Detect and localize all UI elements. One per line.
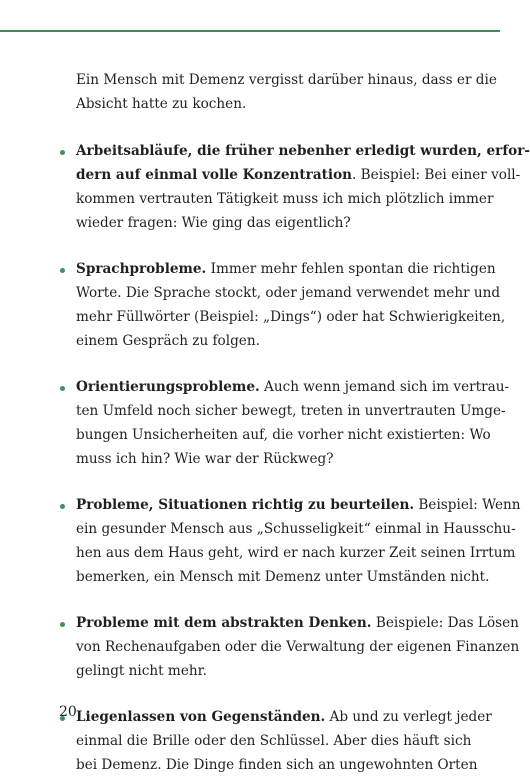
bullet-lead-text: Arbeitsabläufe, die früher nebenher erledigt wurden, erfor-	[76, 143, 530, 159]
bullet-item	[76, 705, 492, 777]
bullet-body-text: hen aus dem Haus geht, wird er nach kurzer Zeit seinen Irrtum	[76, 545, 516, 561]
intro-line: Absicht hatte zu kochen.	[76, 96, 247, 112]
bullet-body-text: bemerken, ein Mensch mit Demenz unter Umständen nicht.	[76, 569, 490, 585]
bullet-line	[76, 375, 510, 399]
bullet-body-text: Beispiel: Wenn	[414, 497, 521, 513]
bullet-line	[76, 705, 492, 729]
bullet-body-text: kommen vertrauten Tätigkeit muss ich mich plötzlich immer	[76, 191, 494, 207]
bullet-body-text: Ab und zu verlegt jeder	[325, 709, 492, 725]
bullet-item	[76, 375, 510, 471]
bullet-dot-icon	[60, 386, 65, 391]
bullet-line	[76, 541, 516, 565]
bullet-line	[76, 493, 521, 517]
intro-line: Ein Mensch mit Demenz vergisst darüber hinaus, dass er die	[76, 72, 497, 88]
bullet-body-text: mehr Füllwörter (Beispiel: „Dings“) oder hat Schwierigkeiten,	[76, 309, 506, 325]
bullet-line	[76, 753, 478, 777]
bullet-item	[76, 257, 506, 353]
bullet-lead-text: Liegenlassen von Gegenständen.	[76, 709, 326, 725]
page-number: 20	[59, 704, 77, 720]
bullet-line	[76, 565, 490, 589]
bullet-dot-icon	[60, 504, 65, 509]
page-body	[76, 68, 530, 777]
bullet-body-text: . Beispiel: Bei einer voll-	[352, 167, 521, 183]
bullet-line	[76, 257, 496, 281]
bullet-line	[76, 329, 436, 353]
bullet-item	[76, 611, 520, 683]
bullet-line	[76, 163, 521, 187]
bullet-line	[76, 447, 436, 471]
bullet-line	[76, 211, 436, 235]
bullet-lead-text: Orientierungsprobleme.	[76, 379, 260, 395]
bullet-line	[76, 659, 436, 683]
bullet-lead-text: dern auf einmal volle Konzentration	[76, 167, 353, 183]
bullet-line	[76, 729, 472, 753]
bullet-body-text: einem Gespräch zu folgen.	[76, 333, 260, 349]
bullet-body-text: muss ich hin? Wie war der Rückweg?	[76, 451, 334, 467]
intro-paragraph	[76, 68, 497, 116]
bullet-item	[76, 493, 521, 589]
bullet-body-text: wieder fragen: Wie ging das eigentlich?	[76, 215, 351, 231]
bullet-line	[76, 611, 519, 635]
bullet-line	[76, 423, 491, 447]
bullet-body-text: bungen Unsicherheiten auf, die vorher nicht existierten: Wo	[76, 427, 491, 443]
bullet-line	[76, 139, 530, 163]
bullet-lead-text: Probleme, Situationen richtig zu beurteilen.	[76, 497, 415, 513]
bullet-dot-icon	[60, 268, 65, 273]
bullet-item	[76, 139, 530, 235]
bullet-lead-text: Probleme mit dem abstrakten Denken.	[76, 615, 372, 631]
bullet-line	[76, 517, 516, 541]
bullet-line	[76, 635, 520, 659]
bullet-body-text: ten Umfeld noch sicher bewegt, treten in unvertrauten Umge-	[76, 403, 506, 419]
symptom-list	[76, 139, 530, 777]
bullet-body-text: ein gesunder Mensch aus „Schusseligkeit“ einmal in Hausschu-	[76, 521, 516, 537]
bullet-body-text: Beispiele: Das Lösen	[371, 615, 519, 631]
header-rule	[0, 30, 500, 32]
bullet-line	[76, 281, 501, 305]
bullet-body-text: bei Demenz. Die Dinge finden sich an ungewohnten Orten	[76, 757, 478, 773]
bullet-line	[76, 399, 506, 423]
bullet-body-text: von Rechenaufgaben oder die Verwaltung der eigenen Finanzen	[76, 639, 520, 655]
bullet-body-text: Immer mehr fehlen spontan die richtigen	[206, 261, 496, 277]
bullet-dot-icon	[60, 150, 65, 155]
bullet-dot-icon	[60, 622, 65, 627]
bullet-body-text: Auch wenn jemand sich im vertrau-	[259, 379, 510, 395]
bullet-body-text: gelingt nicht mehr.	[76, 663, 207, 679]
bullet-body-text: Worte. Die Sprache stockt, oder jemand verwendet mehr und	[76, 285, 501, 301]
bullet-lead-text: Sprachprobleme.	[76, 261, 207, 277]
bullet-line	[76, 187, 494, 211]
bullet-line	[76, 305, 506, 329]
bullet-body-text: einmal die Brille oder den Schlüssel. Aber dies häuft sich	[76, 733, 472, 749]
